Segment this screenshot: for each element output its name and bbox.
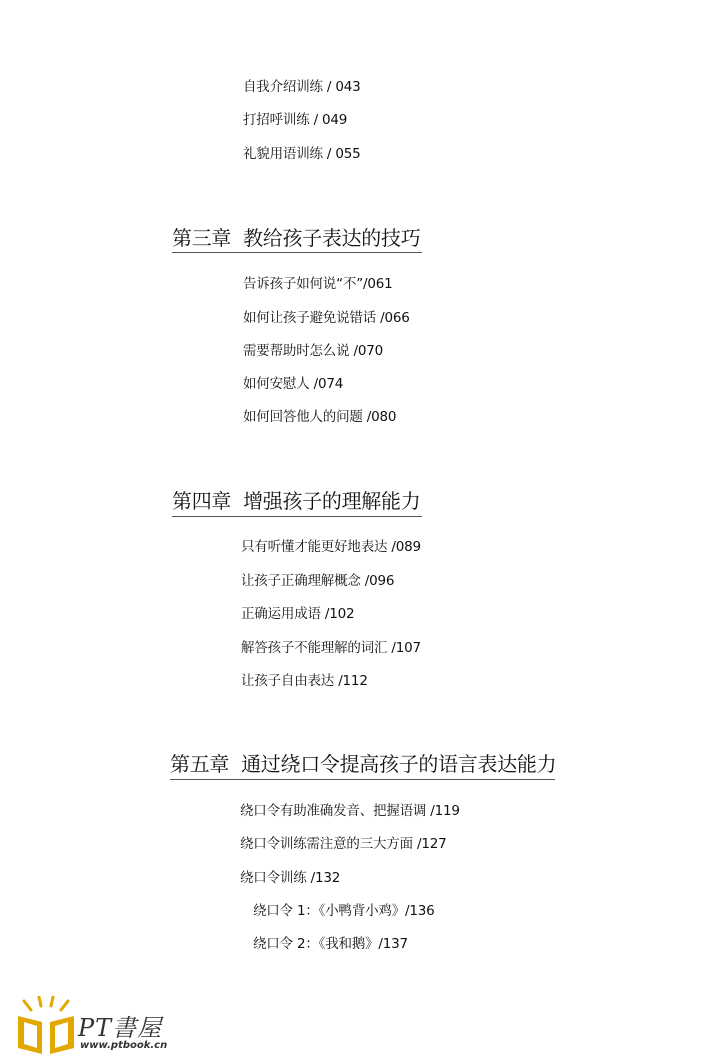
chapter-number: 第四章	[172, 489, 232, 513]
toc-sub-entry[interactable]: 绕口令 1：《小鸭背小鸡》/136	[253, 903, 435, 919]
toc-entry[interactable]: 绕口令有助准确发音、把握语调 /119	[240, 803, 460, 819]
chapter-title: 增强孩子的理解能力	[243, 489, 421, 513]
chapter-heading[interactable]	[172, 488, 420, 514]
toc-sub-entry[interactable]: 绕口令 2：《我和鹅》/137	[253, 936, 408, 952]
toc-entry[interactable]: 绕口令训练 /132	[240, 870, 341, 886]
chapter-heading[interactable]	[170, 751, 556, 777]
chapter-underline	[172, 252, 422, 253]
toc-entry[interactable]: 告诉孩子如何说“不”/061	[243, 276, 393, 292]
logo-name: PT書屋	[78, 1014, 163, 1042]
toc-entry[interactable]: 让孩子正确理解概念 /096	[241, 573, 395, 589]
toc-entry[interactable]: 需要帮助时怎么说 /070	[243, 343, 384, 359]
toc-entry[interactable]: 自我介绍训练 / 043	[243, 79, 361, 95]
logo-url: www.ptbook.cn	[80, 1040, 168, 1051]
toc-entry[interactable]: 正确运用成语 /102	[241, 606, 355, 622]
chapter-title: 通过绕口令提高孩子的语言表达能力	[241, 752, 557, 776]
toc-entry[interactable]: 让孩子自由表达 /112	[241, 673, 368, 689]
chapter-number: 第五章	[170, 752, 230, 776]
chapter-underline	[170, 779, 555, 780]
chapter-title: 教给孩子表达的技巧	[243, 226, 421, 250]
chapter-heading[interactable]	[172, 225, 420, 251]
toc-entry[interactable]: 礼貌用语训练 / 055	[243, 146, 361, 162]
toc-entry[interactable]: 解答孩子不能理解的词汇 /107	[241, 640, 421, 656]
chapter-underline	[172, 516, 422, 517]
toc-entry[interactable]: 绕口令训练需注意的三大方面 /127	[240, 836, 447, 852]
toc-entry[interactable]: 打招呼训练 / 049	[243, 112, 348, 128]
toc-entry[interactable]: 如何安慰人 /074	[243, 376, 344, 392]
toc-entry[interactable]: 只有听懂才能更好地表达 /089	[241, 539, 421, 555]
toc-entry[interactable]: 如何回答他人的问题 /080	[243, 409, 397, 425]
toc-entry[interactable]: 如何让孩子避免说错话 /066	[243, 310, 410, 326]
chapter-number: 第三章	[172, 226, 232, 250]
